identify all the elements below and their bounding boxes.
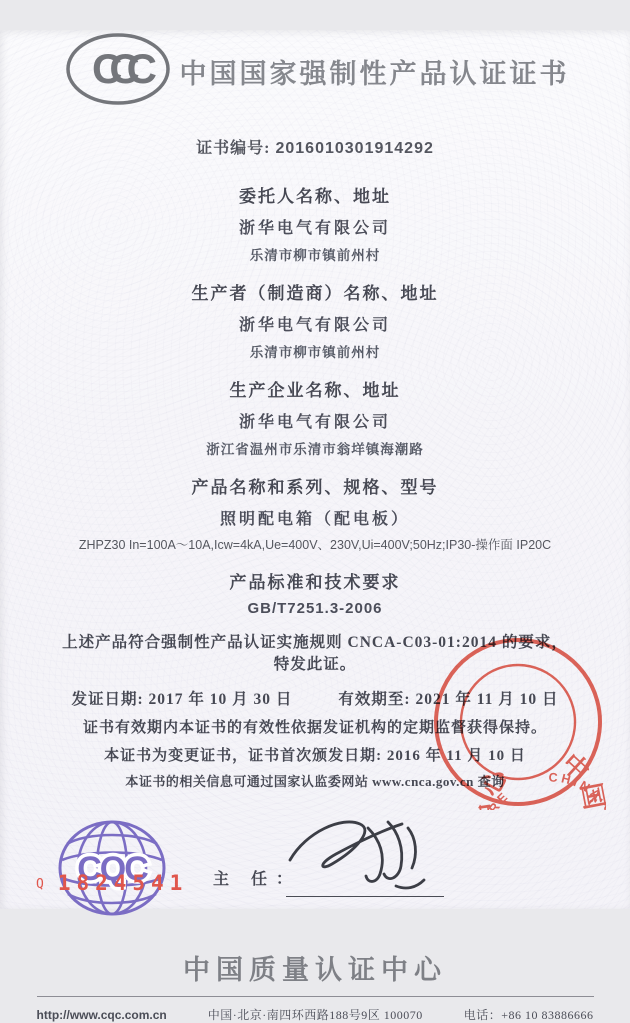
serial-value: 1824541 [57,871,189,895]
product-label: 产品名称和系列、规格、型号 [191,478,439,497]
footer-phone: 电话：+86 10 83886666 [463,1008,594,1023]
product-name: 照明配电箱（配电板） [219,511,410,528]
certificate-page [0,30,630,1023]
expiry-date: 有效期至: 2021 年 11 月 10 日 [338,691,559,709]
director-signature [284,798,446,903]
applicant-address: 乐清市柳市镇前州村 [249,248,381,263]
footer [37,1006,594,1023]
standard-value: GB/T7251.3-2006 [247,600,383,617]
applicant-name: 浙华电气有限公司 [238,220,391,237]
header [62,30,575,113]
note-change: 本证书为变更证书，证书首次颁发日期: 2016 年 11 月 10 日 [104,748,526,765]
stamp-inner-text [460,735,606,810]
certificate-number-value: 2016010301914292 [275,140,434,157]
ccc-logo-letters [92,45,157,92]
factory-name: 浙华电气有限公司 [238,414,391,431]
product-spec: ZHPZ30 In=100A～10A,Icw=4kA,Ue=400V、230V,Ui=400V;50Hz;IP30-操作面 IP20C [78,538,552,552]
organization-heading: 中国质量认证中心 [183,955,447,986]
manufacturer-address: 乐清市柳市镇前州村 [249,345,381,360]
manufacturer-name: 浙华电气有限公司 [238,317,391,334]
footer-url: http://www.cqc.com.cn [36,1008,167,1023]
signature-area [0,792,630,944]
note-info: 本证书的相关信息可通过国家认监委网站 www.cnca.gov.cn 查询 [125,774,505,790]
manufacturer-label: 生产者（制造商）名称、地址 [191,284,439,303]
svg-text:中国质量认证中心 [460,735,606,810]
note-maintenance: 证书有效期内本证书的有效性依据发证机构的定期监督获得保持。 [82,720,547,737]
footer-address: 中国·北京·南四环西路188号9区 100070 [207,1008,423,1023]
footer-divider [37,996,594,997]
page-title: 中国国家强制性产品认证证书 [179,59,570,89]
applicant-label: 委托人名称、地址 [239,187,391,206]
serial-number [36,871,188,895]
conformity-statement-line2: 特发此证。 [273,655,357,673]
ccc-logo-icon [62,30,174,113]
certificate-number [0,135,630,158]
certificate-number-label: 证书编号: [196,140,276,157]
serial-prefix: Q [36,877,44,892]
factory-label: 生产企业名称、地址 [229,381,401,400]
factory-address: 浙江省温州市乐清市翁垟镇海潮路 [206,442,424,457]
signature-underline [286,896,444,897]
issue-date: 发证日期: 2017 年 10 月 30 日 [71,691,293,709]
official-stamp [430,634,606,815]
conformity-statement-line1: 上述产品符合强制性产品认证实施规则 CNCA-C03-01:2014 的要求， [62,634,568,651]
standard-label: 产品标准和技术要求 [229,573,401,592]
director-label: 主 任： [213,871,302,889]
